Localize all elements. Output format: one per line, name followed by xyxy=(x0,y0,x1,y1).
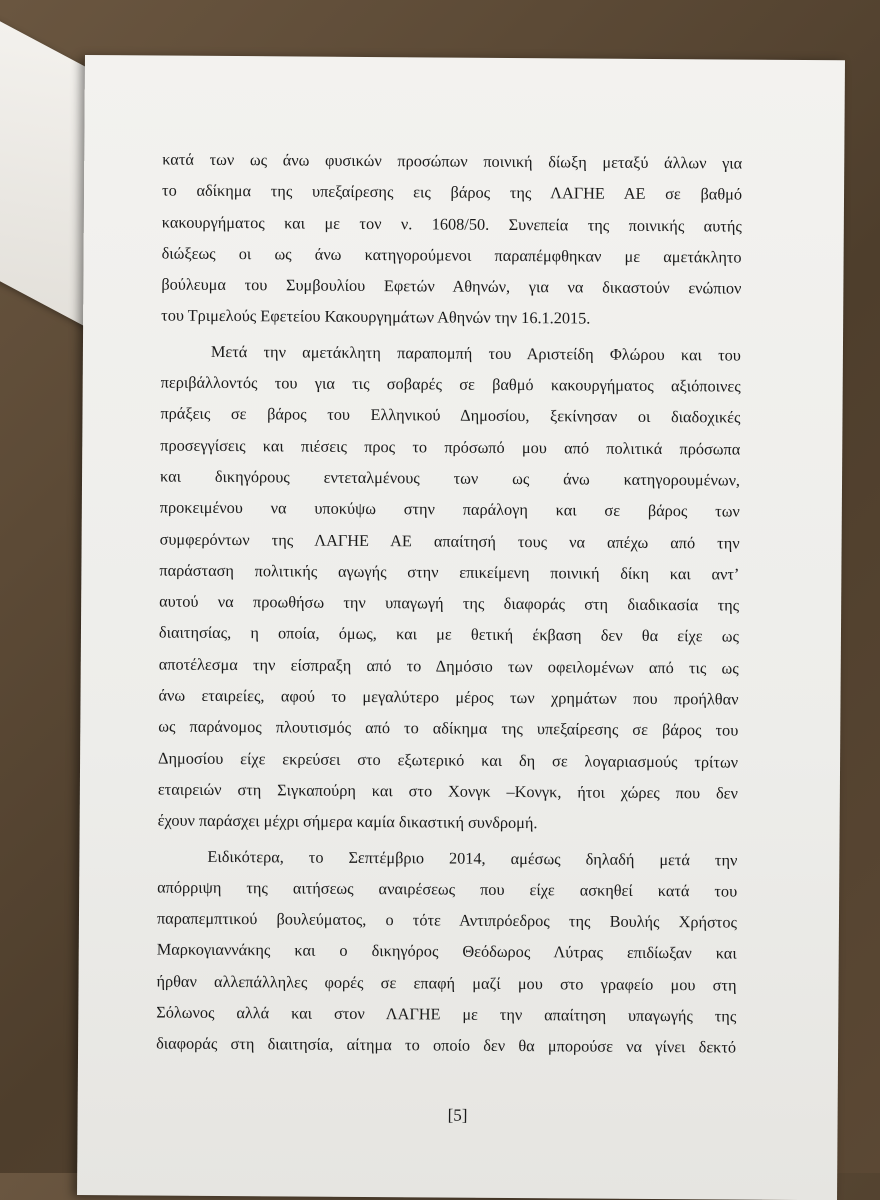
text-line: παράσταση πολιτικής αγωγής στην επικείμενη ποινική δίκη και αντ’ xyxy=(159,560,740,584)
text-line: άνω εταιρείες, αφού το μεγαλύτερο μέρος των χρημάτων που προήλθαν xyxy=(158,685,739,709)
page-number: [5] xyxy=(447,1105,468,1125)
text-line: προσεγγίσεις και πιέσεις προς το πρόσωπό μου από πολιτικά πρόσωπα xyxy=(160,435,741,459)
text-line: απόρριψη της αιτήσεως αναιρέσεως που είχε ασκηθεί κατά του xyxy=(157,877,738,901)
text-line: διαιτησίας, η οποία, όμως, και με θετική έκβαση δεν θα είχε ως xyxy=(158,622,740,647)
text-line: έχουν παράσχει μέχρι σήμερα καμία δικαστική συνδρομή. xyxy=(157,810,538,833)
text-line: Μαρκογιαννάκης και ο δικηγόρος Θεόδωρος Λύτρας επιδίωξαν και xyxy=(156,939,737,963)
text-line: αυτού να προωθήσω την υπαγωγή της διαφοράς στη διαδικασία της xyxy=(159,591,740,615)
text-line: παραπεμπτικού βουλεύματος, ο τότε Αντιπρόεδρος της Βουλής Χρήστος xyxy=(156,908,738,932)
text-line: διώξεως οι ως άνω κατηγορούμενοι παραπέμφθηκαν με αμετάκλητο xyxy=(161,243,742,267)
text-line: ήρθαν αλλεπάλληλες φορές σε επαφή μαζί μου στο γραφείο μου στη xyxy=(156,971,737,995)
paragraph xyxy=(156,840,738,1063)
text-line: Μετά την αμετάκλητη παραπομπή του Αριστείδη Φλώρου και του xyxy=(210,341,741,365)
text-line: βούλευμα του Συμβουλίου Εφετών Αθηνών, για να δικαστούν ενώπιον xyxy=(161,274,742,298)
text-line: Δημοσίου είχε εκρεύσει στο εξωτερικό και δη σε λογαριασμούς τρίτων xyxy=(158,748,739,772)
text-line: προκειμένου να υποκύψω στην παράλογη και σε βάρος των xyxy=(159,497,740,521)
text-line: εταιρειών στη Σιγκαπούρη και στο Χονγκ –Κονγκ, ήτοι χώρες που δεν xyxy=(157,779,738,803)
text-line: Σόλωνος αλλά και στον ΛΑΓΗΕ με την απαίτηση υπαγωγής της xyxy=(156,1002,737,1026)
text-line: ως παράνομος πλουτισμός από το αδίκημα της υπεξαίρεσης σε βάρος του xyxy=(158,716,739,740)
text-line: πράξεις σε βάρος του Ελληνικού Δημοσίου, ξεκίνησαν οι διαδοχικές xyxy=(160,403,741,427)
paragraph xyxy=(161,144,742,336)
text-line: κατά των ως άνω φυσικών προσώπων ποινική δίωξη μεταξύ άλλων για xyxy=(162,149,743,173)
text-line: συμφερόντων της ΛΑΓΗΕ ΑΕ απαίτησή τους να απέχω από την xyxy=(159,529,740,553)
text-line: το αδίκημα της υπεξαίρεσης εις βάρος της ΛΑΓΗΕ ΑΕ σε βαθμό xyxy=(161,180,743,204)
body-text xyxy=(156,144,742,1068)
text-line: διαφοράς στη διαιτησία, αίτημα το οποίο δεν θα μπορούσε να γίνει δεκτό xyxy=(156,1033,737,1057)
text-line: περιβάλλοντός του για τις σοβαρές σε βαθμό κακουργήματος αξιόποινες xyxy=(160,372,741,396)
text-line: αποτέλεσμα την είσπραξη από το Δημόσιο των οφειλομένων από τις ως xyxy=(158,654,739,678)
text-line: κακουργήματος και με τον ν. 1608/50. Συνεπεία της ποινικής αυτής xyxy=(161,212,742,236)
document-page xyxy=(77,55,845,1200)
text-line: του Τριμελούς Εφετείου Κακουργημάτων Αθηνών την 16.1.2015. xyxy=(161,306,591,329)
text-line: Ειδικότερα, το Σεπτέμβριο 2014, αμέσως δηλαδή μετά την xyxy=(207,846,738,870)
paragraph xyxy=(158,335,741,840)
text-line: και δικηγόρους εντεταλμένους των ως άνω κατηγορουμένων, xyxy=(159,466,741,490)
